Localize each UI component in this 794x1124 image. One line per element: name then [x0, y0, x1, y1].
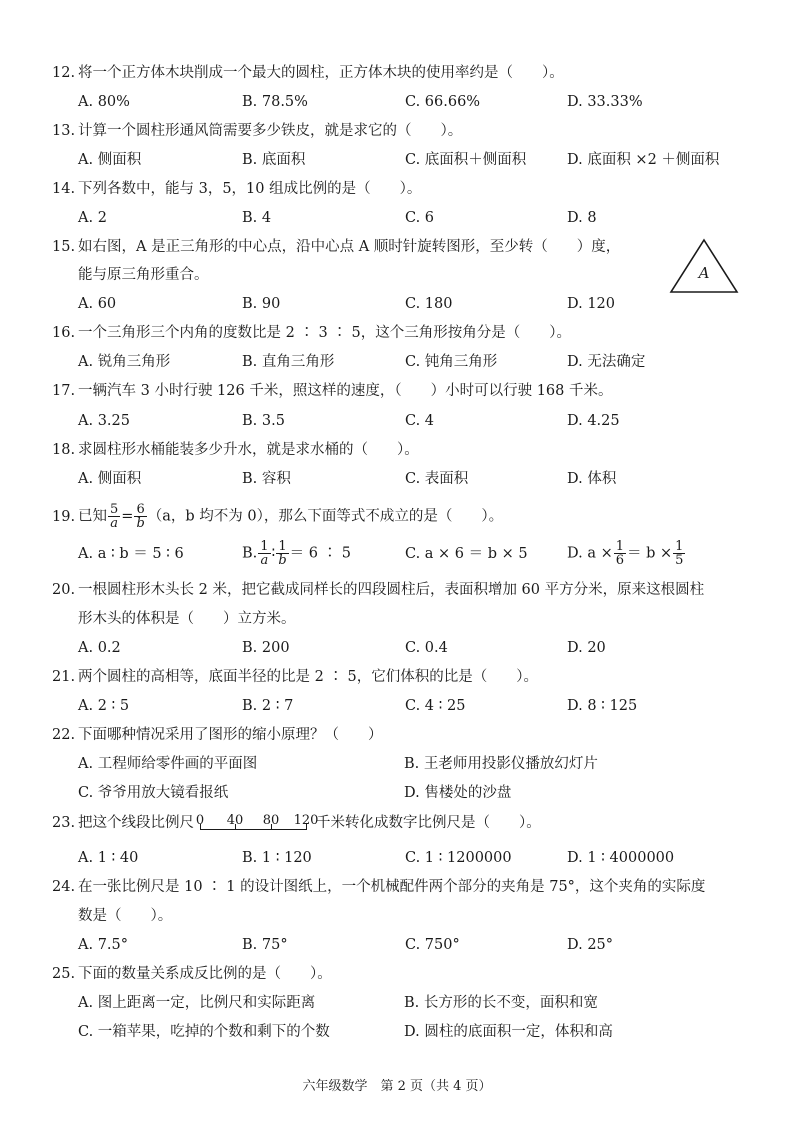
option-c: C. 4 [405, 413, 435, 429]
option-b: B. 3.5 [242, 413, 285, 429]
option-d: D. 120 [567, 296, 616, 312]
option-a: A. 侧面积 [78, 471, 142, 487]
option-b: B. 75° [242, 937, 288, 953]
fraction-1-over-b: $\frac{1}{b}$ [278, 539, 287, 568]
scale-label: 40 [226, 813, 244, 828]
question-text: 两个圆柱的高相等，底面半径的比是 2 ∶ 5，它们体积的比是（ ）。 [78, 669, 539, 685]
center-point-label: A [698, 264, 710, 282]
option-b: B. 王老师用投影仪播放幻灯片 [404, 756, 598, 772]
option-a: A. 工程师给零件画的平面图 [78, 756, 258, 772]
option-b: B. 底面积 [242, 152, 306, 168]
option-d: D. 25° [567, 937, 614, 953]
option-b: B. 2 ∶ 7 [242, 698, 294, 714]
scale-unit: 千米 [316, 815, 345, 831]
option-b: B. 直角三角形 [242, 354, 335, 370]
option-d: D. 20 [567, 640, 606, 656]
question-18: 18. 求圆柱形水桶能装多少升水，就是求水桶的（ ）。 [52, 442, 419, 458]
option-a: A. 2 ∶ 5 [78, 698, 130, 714]
fraction-1-over-6: $\frac{1}{6}$ [615, 539, 625, 568]
option-c: C. 一箱苹果，吃掉的个数和剩下的个数 [78, 1024, 330, 1040]
question-text-continued: 数是（ ）。 [78, 908, 173, 924]
fraction-5-over-a: $\frac{5}{a}$ [110, 502, 119, 531]
option-a: A. 0.2 [78, 640, 121, 656]
option-b: B. 容积 [242, 471, 291, 487]
line-scale-bar [195, 813, 319, 832]
scale-label: 80 [262, 813, 280, 828]
option-d: D. 圆柱的底面积一定，体积和高 [404, 1024, 613, 1040]
question-text: 下面哪种情况采用了图形的缩小原理？（ ） [78, 727, 383, 743]
question-text: 下列各数中，能与 3，5，10 组成比例的是（ ）。 [78, 181, 422, 197]
option-d: D. 8 [567, 210, 597, 226]
question-13: 13. 计算一个圆柱形通风筒需要多少铁皮，就是求它的（ ）。 [52, 123, 463, 139]
option-b: B. $\frac{1}{a}$ ∶ $\frac{1}{b}$ ＝ 6 ∶ 5 [242, 539, 351, 568]
option-d: D. a × $\frac{1}{6}$ ＝ b × $\frac{1}{5}$ [567, 539, 684, 568]
option-c: C. a × 6 ＝ b × 5 [405, 546, 528, 562]
option-c: C. 4 ∶ 25 [405, 698, 466, 714]
option-d: D. 8 ∶ 125 [567, 698, 638, 714]
option-d: D. 33.33% [567, 94, 643, 110]
question-20: 20. 一根圆柱形木头长 2 米，把它截成同样长的四段圆柱后，表面积增加 60 平方分米，原来这根圆柱 [52, 582, 705, 598]
question-14: 14. 下列各数中，能与 3，5，10 组成比例的是（ ）。 [52, 181, 422, 197]
option-a: A. 80% [78, 94, 130, 110]
option-d: D. 售楼处的沙盘 [404, 785, 512, 801]
question-text-pre: 把这个线段比例尺 [78, 815, 194, 831]
question-text: 一辆汽车 3 小时行驶 126 千米，照这样的速度，（ ）小时可以行驶 168 千米。 [78, 383, 613, 399]
option-c: C. 底面积＋侧面积 [405, 152, 527, 168]
question-25: 25. 下面的数量关系成反比例的是（ ）。 [52, 966, 332, 982]
option-c: C. 180 [405, 296, 453, 312]
question-text: 一个三角形三个内角的度数比是 2 ∶ 3 ∶ 5，这个三角形按角分是（ ）。 [78, 325, 571, 341]
page-footer: 六年级数学 第 2 页（共 4 页） [302, 1079, 492, 1094]
question-23: 23. 把这个线段比例尺 0 40 80 120 千米转化成数字比例尺是（ ）。 [52, 813, 541, 831]
equals-sign: = [121, 508, 134, 525]
scale-line [200, 829, 306, 830]
question-text-continued: 形木头的体积是（ ）立方米。 [78, 611, 296, 627]
option-c: C. 爷爷用放大镜看报纸 [78, 785, 229, 801]
option-b: B. 200 [242, 640, 290, 656]
question-text: 一根圆柱形木头长 2 米，把它截成同样长的四段圆柱后，表面积增加 60 平方分米，原来这根圆柱 [78, 582, 705, 598]
option-a: A. 侧面积 [78, 152, 142, 168]
question-15: 15. 如右图，A 是正三角形的中心点，沿中心点 A 顺时针旋转图形，至少转（ ）度， [52, 239, 621, 255]
question-text-post: 转化成数字比例尺是（ ）。 [345, 815, 541, 831]
question-21: 21. 两个圆柱的高相等，底面半径的比是 2 ∶ 5，它们体积的比是（ ）。 [52, 669, 539, 685]
option-c: C. 0.4 [405, 640, 448, 656]
question-24: 24. 在一张比例尺是 10 ∶ 1 的设计图纸上，一个机械配件两个部分的夹角是 75°，这个夹角的实际度 [52, 879, 706, 895]
fraction-6-over-b: $\frac{6}{b}$ [136, 502, 145, 531]
question-22: 22. 下面哪种情况采用了图形的缩小原理？（ ） [52, 727, 383, 743]
question-12: 12. 将一个正方体木块削成一个最大的圆柱，正方体木块的使用率约是（ ）。 [52, 65, 564, 81]
option-b: B. 1 ∶ 120 [242, 850, 312, 866]
question-text: 将一个正方体木块削成一个最大的圆柱，正方体木块的使用率约是（ ）。 [78, 65, 564, 81]
option-a: A. 锐角三角形 [78, 354, 171, 370]
question-text: 求圆柱形水桶能装多少升水，就是求水桶的（ ）。 [78, 442, 419, 458]
option-c: C. 钝角三角形 [405, 354, 498, 370]
question-text: 在一张比例尺是 10 ∶ 1 的设计图纸上，一个机械配件两个部分的夹角是 75°，这个夹角的实际度 [78, 879, 706, 895]
question-text-continued: 能与原三角形重合。 [78, 267, 209, 283]
option-d: D. 底面积 ×2 ＋侧面积 [567, 152, 720, 168]
option-a: A. 2 [78, 210, 107, 226]
option-c: C. 750° [405, 937, 460, 953]
option-a: A. 60 [78, 296, 117, 312]
question-text: 计算一个圆柱形通风筒需要多少铁皮，就是求它的（ ）。 [78, 123, 463, 139]
option-d: D. 无法确定 [567, 354, 646, 370]
option-d: D. 4.25 [567, 413, 620, 429]
scale-label: 120 [293, 813, 319, 828]
option-c: C. 表面积 [405, 471, 469, 487]
option-a: A. a ∶ b ＝ 5 ∶ 6 [78, 546, 184, 562]
triangle-figure [668, 237, 740, 295]
question-text-post: （a，b 均不为 0），那么下面等式不成立的是（ ）。 [147, 508, 504, 525]
option-a: A. 7.5° [78, 937, 128, 953]
option-c: C. 6 [405, 210, 435, 226]
option-a: A. 图上距离一定，比例尺和实际距离 [78, 995, 316, 1011]
option-c: C. 1 ∶ 1200000 [405, 850, 512, 866]
option-b: B. 90 [242, 296, 281, 312]
option-a: A. 3.25 [78, 413, 130, 429]
question-17: 17. 一辆汽车 3 小时行驶 126 千米，照这样的速度，（ ）小时可以行驶 168 千米。 [52, 383, 613, 399]
question-16: 16. 一个三角形三个内角的度数比是 2 ∶ 3 ∶ 5，这个三角形按角分是（ ）。 [52, 325, 571, 341]
option-c: C. 66.66% [405, 94, 481, 110]
option-b: B. 长方形的长不变，面积和宽 [404, 995, 598, 1011]
option-d: D. 1 ∶ 4000000 [567, 850, 675, 866]
scale-label: 0 [195, 813, 205, 828]
question-text: 下面的数量关系成反比例的是（ ）。 [78, 966, 332, 982]
fraction-1-over-a: $\frac{1}{a}$ [260, 539, 269, 568]
fraction-1-over-5: $\frac{1}{5}$ [675, 539, 684, 568]
question-19: 19. 已知 $\frac{5}{a}$ = $\frac{6}{b}$ （a，b 均不为 0），那么下面等式不成立的是（ ）。 [52, 502, 504, 531]
option-a: A. 1 ∶ 40 [78, 850, 139, 866]
question-text: 如右图，A 是正三角形的中心点，沿中心点 A 顺时针旋转图形，至少转（ ）度， [78, 239, 621, 255]
option-d: D. 体积 [567, 471, 617, 487]
option-b: B. 4 [242, 210, 272, 226]
question-text-pre: 已知 [78, 508, 107, 525]
option-b: B. 78.5% [242, 94, 308, 110]
